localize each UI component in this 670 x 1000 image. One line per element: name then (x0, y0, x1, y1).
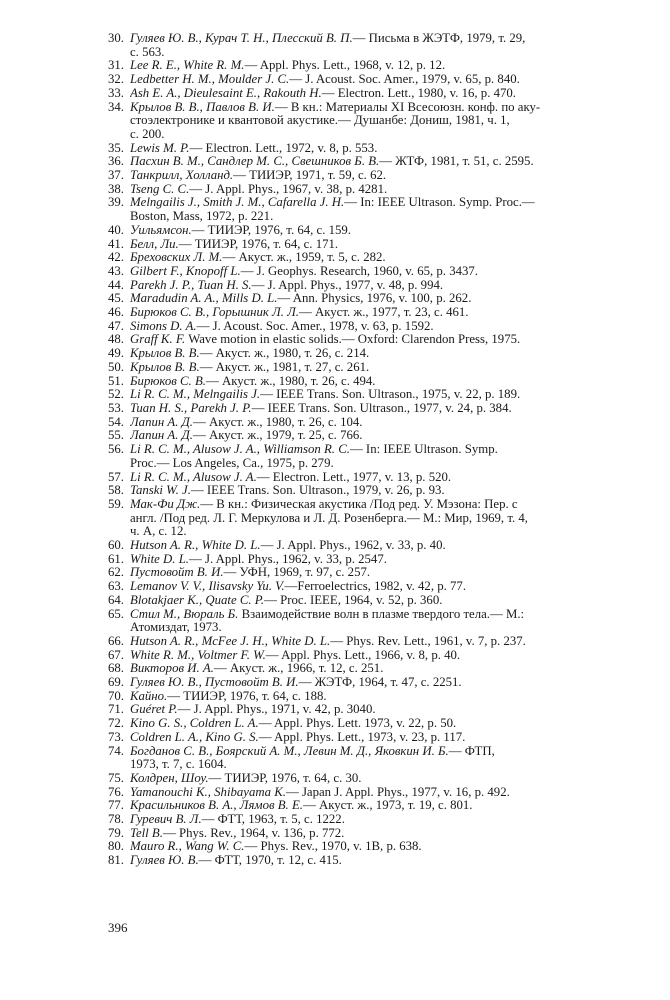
reference-number: 60. (108, 538, 124, 553)
reference-authors: Пасхин В. М., Сандлер М. С., Свешников Б. В. (130, 155, 380, 169)
reference-source: — IEEE Trans. Son. Ultrason., 1977, v. 24, p. 384. (251, 401, 512, 415)
reference-text (130, 73, 628, 87)
reference-entry (108, 566, 628, 580)
reference-source: 1973, т. 7, с. 1604. (130, 758, 227, 772)
reference-text (130, 251, 628, 265)
reference-source: — В кн.: Физическая акустика /Под ред. У. Мэзона: Пер. с (200, 497, 518, 511)
reference-number: 33. (108, 85, 124, 100)
reference-text (130, 155, 628, 169)
reference-number: 56. (108, 442, 124, 457)
reference-text (130, 46, 628, 60)
reference-source: — IEEE Trans. Son. Ultrason., 1979, v. 26, p. 93. (190, 484, 445, 498)
reference-number: 70. (108, 688, 124, 703)
reference-source: с. 200. (130, 127, 165, 141)
reference-text (130, 333, 628, 347)
reference-entry (108, 635, 628, 649)
reference-entry (108, 155, 628, 169)
reference-authors: Melngailis J., Smith J. M., Cafarella J. H. (130, 196, 345, 210)
reference-text (130, 292, 628, 306)
reference-source: — J. Appl. Phys., 1967, v. 38, p. 4281. (189, 182, 388, 196)
reference-text (130, 745, 628, 759)
reference-authors: Мак-Фи Дж. (130, 497, 201, 511)
reference-authors: Lee R. E., White R. M. (130, 59, 245, 73)
reference-source: — Phys. Rev. Lett., 1961, v. 7, p. 237. (330, 634, 526, 648)
reference-source: — УФН, 1969, т. 97, с. 257. (223, 566, 371, 580)
reference-entry (108, 840, 628, 854)
reference-source: Атомиздат, 1973. (130, 621, 222, 635)
reference-entry (108, 484, 628, 498)
reference-entry (108, 183, 628, 197)
reference-authors: Li R. C. M., Melngailis J. (130, 388, 261, 402)
reference-number: 35. (108, 140, 124, 155)
reference-text (130, 196, 628, 210)
reference-continuation (108, 210, 628, 224)
reference-entry (108, 498, 628, 512)
reference-text (130, 580, 628, 594)
reference-text (130, 553, 628, 567)
reference-authors: Kino G. S., Coldren L. A. (130, 717, 259, 731)
reference-number: 81. (108, 853, 124, 868)
reference-number: 48. (108, 332, 124, 347)
reference-source: Boston, Mass, 1972, p. 221. (130, 210, 274, 224)
reference-entry (108, 717, 628, 731)
reference-source: — Акуст. ж., 1973, т. 19, с. 801. (302, 799, 473, 813)
page-number: 396 (108, 920, 128, 935)
reference-source: — ТИИЭР, 1976, т. 64, с. 30. (208, 771, 362, 785)
reference-entry (108, 388, 628, 402)
reference-source: — Письма в ЖЭТФ, 1979, т. 29, (352, 32, 526, 45)
reference-source: — Акуст. ж., 1980, т. 26, с. 494. (205, 374, 376, 388)
reference-source: — Акуст. ж., 1959, т. 5, с. 282. (222, 251, 386, 265)
reference-number: 73. (108, 729, 124, 744)
reference-authors: Ledbetter H. M., Moulder J. C. (130, 73, 290, 87)
reference-authors: Coldren L. A., Kino G. S. (130, 730, 259, 744)
reference-source: — Акуст. ж., 1979, т. 25, с. 766. (192, 429, 363, 443)
reference-text (130, 827, 628, 841)
reference-number: 62. (108, 565, 124, 580)
reference-number: 75. (108, 770, 124, 785)
reference-authors: Tseng C. C. (130, 182, 190, 196)
reference-source: — Appl. Phys. Lett., 1973, v. 23, p. 117. (258, 730, 466, 744)
reference-authors: Крылов В. В. (130, 347, 200, 361)
reference-number: 61. (108, 551, 124, 566)
reference-number: 32. (108, 72, 124, 87)
reference-source: — ТИИЭР, 1976, т. 64, с. 188. (167, 689, 327, 703)
reference-source: — Electron. Lett., 1980, v. 16, p. 470. (321, 86, 516, 100)
reference-text (130, 731, 628, 745)
reference-entry (108, 813, 628, 827)
reference-authors: Lemanov V. V., Ilisavsky Yu. V. (130, 580, 285, 594)
reference-authors: Гуляев Ю. В., Курач Т. Н., Плесский В. П. (130, 32, 353, 45)
reference-continuation (108, 128, 628, 142)
reference-authors: Гуревич В. Л. (130, 813, 202, 827)
reference-number: 58. (108, 483, 124, 498)
reference-number: 65. (108, 606, 124, 621)
reference-source: — J. Appl. Phys., 1977, v. 48, p. 994. (251, 278, 444, 292)
reference-entry (108, 402, 628, 416)
reference-source: — In: IEEE Ultrason. Symp. (349, 443, 498, 457)
reference-text (130, 402, 628, 416)
reference-text (130, 210, 628, 224)
reference-entry (108, 87, 628, 101)
reference-entry (108, 169, 628, 183)
reference-number: 39. (108, 195, 124, 210)
reference-source: стоэлектронике и квантовой акустике.— Душанбе: Дониш, 1981, ч. 1, (130, 114, 510, 128)
reference-authors: Пустовойт В. И. (130, 566, 224, 580)
reference-number: 36. (108, 154, 124, 169)
reference-authors: Hutson A. R., White D. L. (130, 539, 261, 553)
reference-source: — Phys. Rev., 1964, v. 136, p. 772. (162, 826, 345, 840)
reference-source: — ТИИЭР, 1971, т. 59, с. 62. (233, 169, 387, 183)
reference-source: — Акуст. ж., 1981, т. 27, с. 261. (199, 360, 370, 374)
reference-number: 43. (108, 263, 124, 278)
reference-entry (108, 238, 628, 252)
reference-source: ч. А, с. 12. (130, 525, 187, 539)
reference-text (130, 512, 628, 526)
reference-text (130, 388, 628, 402)
reference-source: Wave motion in elastic solids.— Oxford: Clarendon Press, 1975. (185, 333, 521, 347)
reference-text (130, 347, 628, 361)
reference-source: — Appl. Phys. Lett., 1968, v. 12, p. 12. (244, 59, 446, 73)
reference-number: 78. (108, 812, 124, 827)
reference-text (130, 772, 628, 786)
reference-number: 55. (108, 428, 124, 443)
reference-authors: Бирюков С. В. (130, 374, 206, 388)
reference-source: — J. Appl. Phys., 1962, v. 33, p. 2547. (189, 552, 387, 566)
reference-number: 68. (108, 661, 124, 676)
reference-text (130, 786, 628, 800)
reference-number: 41. (108, 236, 124, 251)
reference-text (130, 32, 628, 46)
reference-authors: Крылов В. В. (130, 360, 200, 374)
reference-number: 74. (108, 743, 124, 758)
reference-text (130, 429, 628, 443)
reference-number: 80. (108, 839, 124, 854)
reference-source: — Акуст. ж., 1966, т. 12, с. 251. (213, 662, 384, 676)
reference-entry (108, 854, 628, 868)
reference-entry (108, 416, 628, 430)
reference-authors: Mauro R., Wang W. C. (130, 840, 245, 854)
reference-continuation (108, 621, 628, 635)
reference-authors: Лапин А. Д. (130, 429, 193, 443)
reference-entry (108, 827, 628, 841)
reference-text (130, 758, 628, 772)
reference-source: — ФТП, (448, 744, 495, 758)
reference-text (130, 101, 628, 115)
reference-number: 30. (108, 31, 124, 45)
reference-number: 50. (108, 359, 124, 374)
reference-authors: Simons D. A. (130, 319, 197, 333)
reference-authors: Стил М., Вюраль Б. (130, 607, 239, 621)
reference-text (130, 813, 628, 827)
reference-source: — Electron. Lett., 1977, v. 13, p. 520. (256, 470, 452, 484)
reference-source: — IEEE Trans. Son. Ultrason., 1975, v. 22, p. 189. (260, 388, 521, 402)
reference-number: 59. (108, 496, 124, 511)
reference-text (130, 854, 628, 868)
reference-number: 71. (108, 702, 124, 717)
reference-authors: Parekh J. P., Tuan H. S. (130, 278, 252, 292)
reference-text (130, 703, 628, 717)
reference-list (108, 32, 628, 868)
reference-authors: Graff K. F. (130, 333, 186, 347)
reference-number: 67. (108, 647, 124, 662)
reference-entry (108, 265, 628, 279)
reference-text (130, 224, 628, 238)
reference-text (130, 238, 628, 252)
reference-entry (108, 59, 628, 73)
reference-entry (108, 32, 628, 46)
reference-text (130, 539, 628, 553)
reference-source: с. 563. (130, 45, 165, 59)
reference-text (130, 662, 628, 676)
reference-text (130, 375, 628, 389)
reference-authors: Лапин А. Д. (130, 415, 193, 429)
reference-source: — ЖТФ, 1981, т. 51, с. 2595. (379, 155, 534, 169)
reference-continuation (108, 46, 628, 60)
reference-number: 57. (108, 469, 124, 484)
reference-number: 51. (108, 373, 124, 388)
reference-text (130, 457, 628, 471)
reference-authors: Blotakjaer K., Quate C. P. (130, 593, 265, 607)
reference-authors: Богданов С. В., Боярский А. М., Левин М. Д., Яковкин И. Б. (130, 744, 449, 758)
reference-text (130, 471, 628, 485)
reference-number: 63. (108, 579, 124, 594)
reference-authors: Красильников В. А., Лямов В. Е. (130, 799, 303, 813)
reference-continuation (108, 114, 628, 128)
reference-number: 38. (108, 181, 124, 196)
reference-entry (108, 649, 628, 663)
reference-number: 76. (108, 784, 124, 799)
reference-entry (108, 101, 628, 115)
reference-text (130, 566, 628, 580)
reference-source: — Japan J. Appl. Phys., 1977, v. 16, p. 492. (285, 785, 510, 799)
reference-authors: Guéret P. (130, 703, 178, 717)
reference-authors: Гуляев Ю. В., Пустовойт В. И. (130, 676, 299, 690)
reference-source: — Акуст. ж., 1980, т. 26, с. 214. (199, 347, 370, 361)
reference-entry (108, 429, 628, 443)
reference-entry (108, 786, 628, 800)
reference-entry (108, 731, 628, 745)
reference-number: 49. (108, 346, 124, 361)
reference-authors: Бирюков С. В., Горышник Л. Л. (130, 306, 299, 320)
reference-authors: Li R. C. M., Alusow J. A. (130, 470, 257, 484)
reference-source: — J. Acoust. Soc. Amer., 1978, v. 63, p. 1592. (196, 319, 434, 333)
reference-entry (108, 375, 628, 389)
reference-entry (108, 251, 628, 265)
reference-text (130, 594, 628, 608)
reference-text (130, 128, 628, 142)
reference-source: Proc.— Los Angeles, Ca., 1975, p. 279. (130, 456, 334, 470)
reference-entry (108, 471, 628, 485)
reference-entry (108, 224, 628, 238)
reference-text (130, 498, 628, 512)
reference-authors: Кайно. (130, 689, 168, 703)
reference-authors: Колдрен, Шоу. (130, 771, 209, 785)
reference-number: 44. (108, 277, 124, 292)
reference-text (130, 87, 628, 101)
reference-authors: Белл, Ли. (130, 237, 179, 251)
reference-entry (108, 333, 628, 347)
reference-entry (108, 690, 628, 704)
reference-number: 34. (108, 99, 124, 114)
reference-entry (108, 443, 628, 457)
reference-source: — Ann. Physics, 1976, v. 100, p. 262. (277, 292, 472, 306)
reference-entry (108, 662, 628, 676)
reference-number: 37. (108, 168, 124, 183)
reference-source: — В кн.: Материалы XI Всесоюзн. конф. по аку- (274, 100, 541, 114)
reference-authors: Викторов И. А. (130, 662, 214, 676)
reference-source: — Акуст. ж., 1980, т. 26, с. 104. (192, 415, 363, 429)
reference-text (130, 635, 628, 649)
reference-source: Взаимодействие волн в плазме твердого тела.— М.: (238, 607, 525, 621)
reference-number: 54. (108, 414, 124, 429)
reference-entry (108, 799, 628, 813)
reference-text (130, 690, 628, 704)
reference-entry (108, 347, 628, 361)
reference-number: 52. (108, 387, 124, 402)
reference-text (130, 649, 628, 663)
reference-authors: White R. M., Voltmer F. W. (130, 648, 266, 662)
reference-continuation (108, 457, 628, 471)
reference-text (130, 183, 628, 197)
reference-source: — ФТТ, 1970, т. 12, с. 415. (198, 854, 342, 868)
reference-text (130, 799, 628, 813)
reference-entry (108, 361, 628, 375)
reference-authors: Гуляев Ю. В. (130, 854, 199, 868)
reference-number: 77. (108, 798, 124, 813)
reference-entry (108, 703, 628, 717)
reference-number: 40. (108, 222, 124, 237)
reference-entry (108, 279, 628, 293)
reference-source: — ФТТ, 1963, т. 5, с. 1222. (201, 813, 345, 827)
reference-number: 31. (108, 58, 124, 73)
reference-text (130, 621, 628, 635)
reference-entry (108, 745, 628, 759)
reference-number: 66. (108, 633, 124, 648)
reference-authors: Hutson A. R., McFee J. H., White D. L. (130, 634, 331, 648)
reference-authors: Tanski W. J. (130, 484, 191, 498)
reference-text (130, 840, 628, 854)
reference-authors: Yamanouchi K., Shibayama K. (130, 785, 286, 799)
reference-authors: Танкрилл, Холланд. (130, 169, 234, 183)
reference-entry (108, 539, 628, 553)
reference-authors: Tell B. (130, 826, 163, 840)
reference-authors: Tuan H. S., Parekh J. P. (130, 401, 252, 415)
reference-source: — Appl. Phys. Lett., 1966, v. 8, p. 40. (265, 648, 461, 662)
reference-source: — Appl. Phys. Lett. 1973, v. 22, p. 50. (258, 717, 457, 731)
reference-authors: Li R. C. M., Alusow J. A., Williamson R. C. (130, 443, 350, 457)
reference-entry (108, 306, 628, 320)
reference-source: — ТИИЭР, 1976, т. 64, с. 171. (178, 237, 339, 251)
reference-authors: Gilbert F., Knopoff L. (130, 264, 241, 278)
reference-text (130, 608, 628, 622)
reference-authors: Maradudin A. A., Mills D. L. (130, 292, 278, 306)
reference-entry (108, 580, 628, 594)
reference-source: — Electron. Lett., 1972, v. 8, p. 553. (189, 141, 378, 155)
reference-continuation (108, 758, 628, 772)
reference-number: 45. (108, 291, 124, 306)
reference-text (130, 306, 628, 320)
reference-authors: Бреховских Л. М. (130, 251, 223, 265)
reference-text (130, 361, 628, 375)
reference-source: —Ferroelectrics, 1982, v. 42, p. 77. (284, 580, 467, 594)
reference-source: — J. Acoust. Soc. Amer., 1979, v. 65, p. 840. (289, 73, 520, 87)
reference-authors: Крылов В. В., Павлов В. И. (130, 100, 275, 114)
reference-entry (108, 73, 628, 87)
reference-authors: Lewis M. P. (130, 141, 190, 155)
reference-text (130, 320, 628, 334)
reference-source: — ЖЭТФ, 1964, т. 47, с. 2251. (298, 676, 462, 690)
reference-entry (108, 608, 628, 622)
reference-text (130, 114, 628, 128)
reference-number: 64. (108, 592, 124, 607)
reference-text (130, 676, 628, 690)
reference-source: — Акуст. ж., 1977, т. 23, с. 461. (298, 306, 469, 320)
reference-continuation (108, 525, 628, 539)
reference-text (130, 142, 628, 156)
reference-authors: Ash E. A., Dieulesaint E., Rakouth H. (130, 86, 322, 100)
reference-number: 79. (108, 825, 124, 840)
reference-number: 46. (108, 305, 124, 320)
reference-number: 72. (108, 716, 124, 731)
reference-text (130, 279, 628, 293)
reference-text (130, 169, 628, 183)
reference-entry (108, 292, 628, 306)
reference-text (130, 484, 628, 498)
reference-continuation (108, 512, 628, 526)
reference-number: 47. (108, 318, 124, 333)
reference-source: — J. Appl. Phys., 1971, v. 42, p. 3040. (177, 703, 376, 717)
reference-entry (108, 676, 628, 690)
reference-number: 42. (108, 250, 124, 265)
reference-entry (108, 772, 628, 786)
reference-text (130, 265, 628, 279)
reference-source: — J. Appl. Phys., 1962, v. 33, p. 40. (260, 539, 446, 553)
reference-text (130, 443, 628, 457)
reference-number: 53. (108, 400, 124, 415)
reference-entry (108, 594, 628, 608)
reference-source: — In: IEEE Ultrason. Symp. Proc.— (344, 196, 535, 210)
reference-source: — ТИИЭР, 1976, т. 64, с. 159. (191, 223, 352, 237)
reference-source: — Phys. Rev., 1970, v. 1B, p. 638. (244, 840, 422, 854)
reference-text (130, 416, 628, 430)
reference-entry (108, 320, 628, 334)
reference-source: англ. /Под ред. Л. Г. Меркулова и Л. Д. Розенберга.— М.: Мир, 1969, т. 4, (130, 511, 528, 525)
reference-number: 69. (108, 675, 124, 690)
reference-text (130, 59, 628, 73)
reference-authors: White D. L. (130, 552, 190, 566)
reference-authors: Уильямсон. (130, 223, 192, 237)
reference-entry (108, 553, 628, 567)
reference-source: — Proc. IEEE, 1964, v. 52, p. 360. (264, 593, 443, 607)
reference-text (130, 525, 628, 539)
reference-text (130, 717, 628, 731)
reference-source: — J. Geophys. Research, 1960, v. 65, p. 3437. (240, 264, 478, 278)
reference-entry (108, 196, 628, 210)
reference-entry (108, 142, 628, 156)
